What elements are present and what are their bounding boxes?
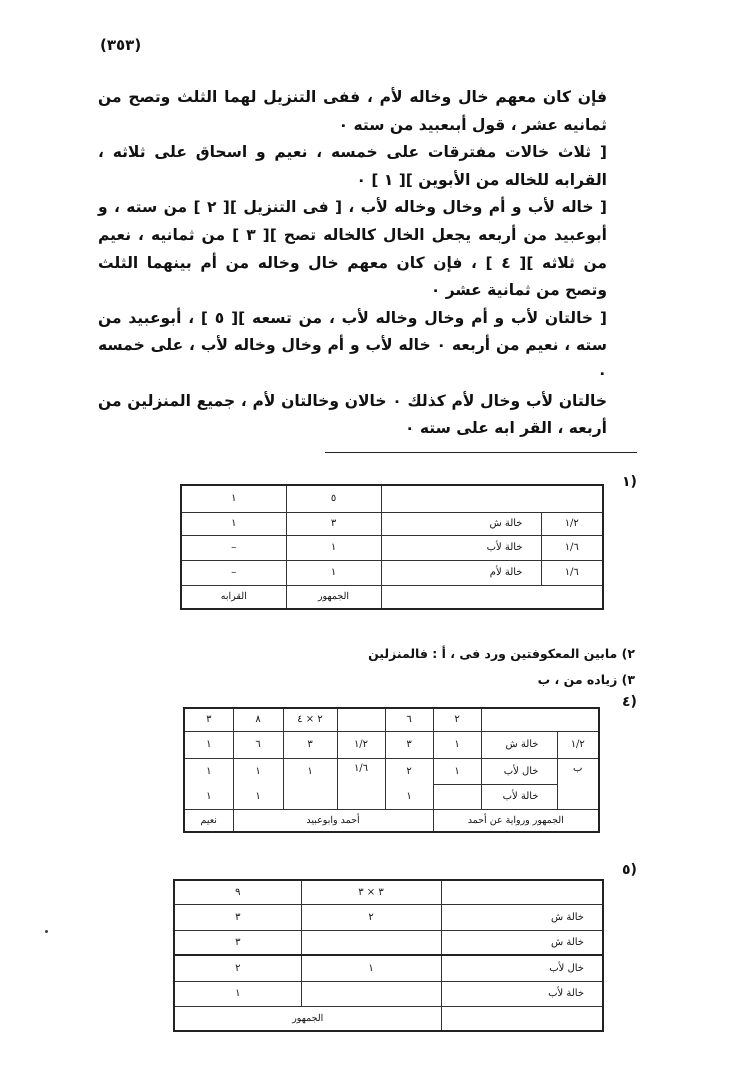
t2-footer: نعيم	[184, 809, 233, 832]
t3-header: ٩	[174, 880, 301, 904]
t3-header: ٣ × ٣	[301, 880, 441, 904]
t2-cell: ١	[184, 784, 233, 809]
paragraph: خالتان لأب وخال لأم كذلك ٠ خالان وخالتان لأم ، جميع المنزلين من أربعه ، القر ابه على سته ٠	[98, 391, 608, 438]
t1-cell: ١/٢	[541, 512, 603, 535]
t2-header: ٢	[433, 708, 481, 731]
footnote-2: ٢) مابين المعكوفتين ورد فى ، أ : فالمنزلين	[368, 646, 635, 661]
footnote-5-marker: (٥	[622, 862, 637, 878]
t3-footer-blank	[441, 1006, 603, 1031]
t1-cell: خالة لأب	[381, 535, 541, 560]
t1-header: ٥	[286, 485, 381, 512]
t2-cell: خالة لأب	[481, 784, 557, 809]
footnote-4-marker: (٤	[622, 694, 637, 710]
t3-cell	[301, 981, 441, 1006]
t3-cell: ٢	[174, 955, 301, 981]
t1-cell: ١	[286, 535, 381, 560]
t2-cell: ١	[433, 758, 481, 784]
t3-cell: ١	[301, 955, 441, 981]
t3-cell: خالة ش	[441, 904, 603, 930]
t2-header-blank	[337, 708, 385, 731]
t1-cell: ١/٦	[541, 560, 603, 585]
t2-cell	[283, 784, 337, 809]
t2-cell: ١/٦	[337, 758, 385, 809]
footnote-5-table	[173, 879, 604, 1032]
t2-cell: ١	[184, 758, 233, 784]
t1-footer-blank	[381, 585, 603, 609]
t1-header-blank	[381, 485, 603, 512]
footnote-3: ٣) زياده من ، ب	[537, 672, 635, 687]
t2-cell: خال لأب	[481, 758, 557, 784]
t1-cell: ١/٦	[541, 535, 603, 560]
t2-cell: ١	[233, 784, 283, 809]
footnote-1-table	[180, 484, 604, 610]
footnote-4-table	[183, 707, 600, 833]
t2-cell: ١	[385, 784, 433, 809]
t3-cell: ٢	[301, 904, 441, 930]
t2-cell: ٣	[385, 731, 433, 758]
t3-header-blank	[441, 880, 603, 904]
t2-cell: ١	[433, 731, 481, 758]
t2-cell: ١	[233, 758, 283, 784]
footnote-divider	[325, 452, 637, 453]
t3-cell	[301, 930, 441, 955]
scan-speck	[45, 930, 48, 933]
t1-cell: –	[181, 535, 286, 560]
t3-cell: ١	[174, 981, 301, 1006]
main-text	[98, 84, 643, 443]
t1-footer: الجمهور	[286, 585, 381, 609]
t1-cell: ١	[286, 560, 381, 585]
t1-cell: خالة ش	[381, 512, 541, 535]
t2-cell: ١	[184, 731, 233, 758]
t2-cell: ١/٢	[337, 731, 385, 758]
t2-header-blank	[481, 708, 599, 731]
t3-cell: ٣	[174, 930, 301, 955]
paragraph: [ خاله لأب و أم وخال وخاله لأب ، [ فى التنزيل ][ ٢ ] من سته ، و أبوعبيد من أربعه يجعل الخال كالخاله تصح ][ ٣ ] من ثمانيه ، نعيم من ثلاثه ][ ٤ ] ، فإن كان معهم خال وخاله من أم بينهما الثلث وتصح من ثمانية عشر ٠	[98, 198, 607, 300]
paragraph: فإن كان معهم خال وخاله لأم ، ففى التنزيل لهما الثلث وتصح من ثمانيه عشر ، قول أبىعبيد من سته ٠	[98, 88, 607, 134]
paragraph: [ ثلاث خالات مفترقات على خمسه ، نعيم و اسحاق على ثلاثه ، القرابه للخاله من الأبوين ][ ١ ] ٠	[98, 143, 607, 189]
t2-header: ٦	[385, 708, 433, 731]
t2-header: ٢ × ٤	[283, 708, 337, 731]
t1-cell: –	[181, 560, 286, 585]
t3-cell: خالة ش	[441, 930, 603, 955]
t2-cell: ١/٢	[557, 731, 599, 758]
t2-cell: ٢	[385, 758, 433, 784]
t2-header: ٣	[184, 708, 233, 731]
t1-footer: القرابه	[181, 585, 286, 609]
t3-cell: خال لأب	[441, 955, 603, 981]
t3-cell: خالة لأب	[441, 981, 603, 1006]
t3-footer: الجمهور	[174, 1006, 441, 1031]
t2-header: ٨	[233, 708, 283, 731]
paragraph: [ خالتان لأب و أم وخال وخاله لأب ، من تسعه ][ ٥ ] ، أبوعبيد من سته ، نعيم من أربعه ٠ خاله لأب و أم وخال وخاله لأب ، على خمسه ٠	[98, 308, 607, 382]
t1-cell: خالة لأم	[381, 560, 541, 585]
t1-cell: ١	[181, 512, 286, 535]
t1-header: ١	[181, 485, 286, 512]
t2-cell: ١	[283, 758, 337, 784]
t3-cell: ٣	[174, 904, 301, 930]
page-number: (٣٥٣)	[100, 36, 142, 54]
t2-cell: ٦	[233, 731, 283, 758]
t2-cell: ٣	[283, 731, 337, 758]
t2-cell	[433, 784, 481, 809]
t2-footer: الجمهور ورواية عن أحمد	[433, 809, 599, 832]
t2-cell: ب	[557, 758, 599, 809]
t1-cell: ٣	[286, 512, 381, 535]
footnote-1-marker: (١	[622, 474, 637, 490]
t2-cell: خالة ش	[481, 731, 557, 758]
t2-footer: أحمد وابوعبيد	[233, 809, 433, 832]
